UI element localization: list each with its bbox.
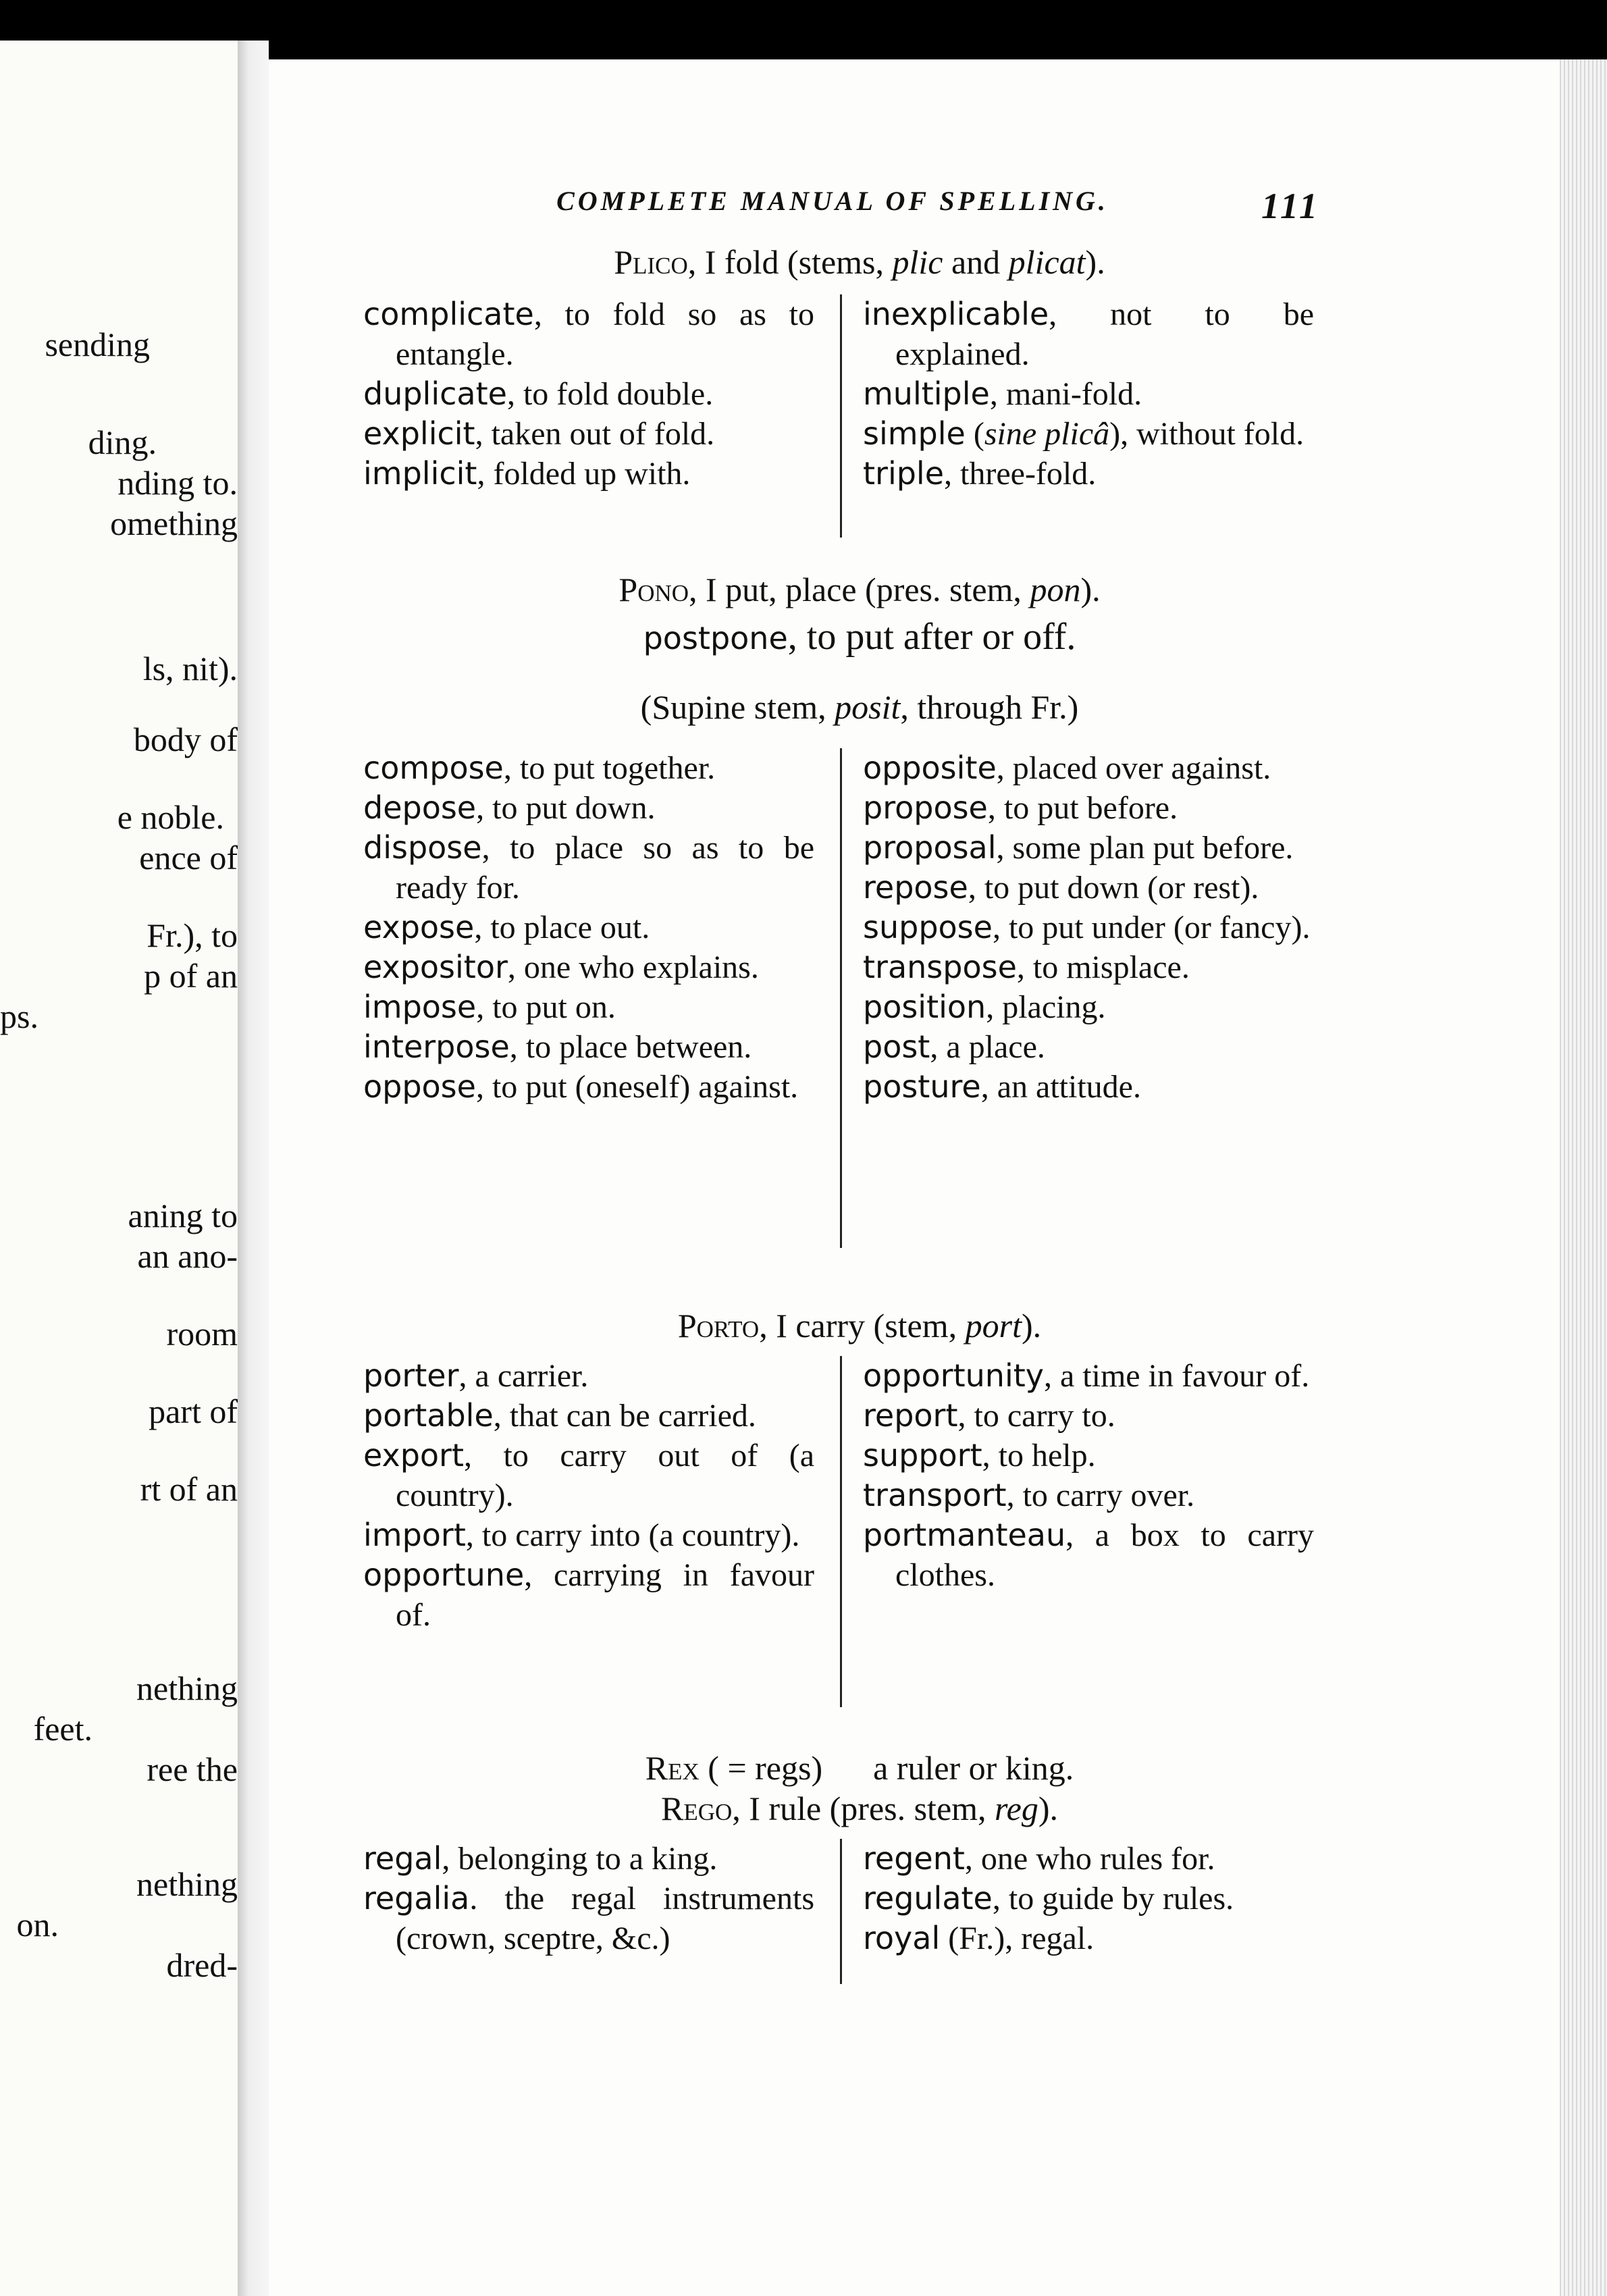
right-column xyxy=(863,1839,1314,1958)
entry-definition: , that can be carried. xyxy=(493,1398,756,1434)
entry-italic: sine plicâ xyxy=(984,416,1110,452)
fragment: omething xyxy=(110,504,238,542)
entry xyxy=(363,1067,814,1107)
entry xyxy=(363,414,814,454)
fragment: body of xyxy=(133,721,238,758)
latin-root: Rex xyxy=(645,1749,700,1787)
entry xyxy=(863,1396,1314,1436)
section-porto xyxy=(363,1305,1322,1633)
entry-word: depose xyxy=(363,789,477,826)
entry-word: post xyxy=(863,1028,930,1065)
entry-word: repose xyxy=(863,869,968,906)
section-heading xyxy=(363,1748,1322,1788)
entry xyxy=(863,1067,1314,1107)
entry-definition: , to put together. xyxy=(503,750,716,786)
entry-definition: , folded up with. xyxy=(477,456,691,492)
entry xyxy=(363,1436,814,1515)
entry-word: import xyxy=(363,1517,466,1553)
entry-definition: , to put down (or rest). xyxy=(968,870,1259,906)
right-column xyxy=(863,748,1314,1107)
entry-definition: , to carry out of (a country). xyxy=(396,1438,814,1513)
entry-word: explicit xyxy=(363,415,475,452)
sub-heading xyxy=(363,687,1322,727)
entry-definition: , to help. xyxy=(982,1438,1096,1473)
fragment: feet. xyxy=(33,1710,93,1748)
entry-word: support xyxy=(863,1437,982,1473)
entry xyxy=(863,947,1314,987)
entry-word: regent xyxy=(863,1840,965,1877)
entry xyxy=(863,454,1314,494)
entry xyxy=(863,788,1314,828)
entry xyxy=(363,1396,814,1436)
entry xyxy=(863,1436,1314,1476)
entry-word: regulate xyxy=(863,1880,993,1916)
heading-meaning: ( = regs) a ruler or king. xyxy=(699,1749,1074,1787)
entry-definition: , to place between. xyxy=(509,1029,752,1065)
entry xyxy=(863,1476,1314,1515)
entry-definition: , a box to carry clothes. xyxy=(895,1517,1314,1593)
entry xyxy=(863,414,1314,454)
entry-word: proposal xyxy=(863,829,997,866)
entry xyxy=(863,987,1314,1027)
entry-definition: , an attitude. xyxy=(980,1069,1141,1105)
heading-text: ). xyxy=(1080,571,1101,608)
entry xyxy=(363,1515,814,1555)
entry-word: opportunity xyxy=(863,1357,1044,1394)
entry-word: oppose xyxy=(363,1068,476,1105)
entry xyxy=(863,868,1314,908)
heading-meaning: , I put, place (pres. stem, xyxy=(689,571,1030,608)
left-column xyxy=(363,748,814,1107)
entry-word: dispose xyxy=(363,829,482,866)
book-gutter xyxy=(238,41,269,2296)
latin-root: Pono xyxy=(618,571,689,608)
section-plico xyxy=(363,242,1322,492)
entry-definition: , mani-fold. xyxy=(989,376,1142,412)
heading-text: ). xyxy=(1038,1790,1058,1827)
entry-word: portable xyxy=(363,1397,494,1434)
entry xyxy=(863,1839,1314,1879)
stem: reg xyxy=(995,1790,1038,1827)
heading-meaning: , I fold (stems, xyxy=(687,243,893,281)
entry xyxy=(863,1027,1314,1067)
entry-word: expositor xyxy=(363,949,508,985)
entry-definition: , one who rules for. xyxy=(964,1841,1215,1877)
fragment: ls, nit). xyxy=(142,650,238,687)
fragment: nething xyxy=(136,1669,238,1707)
entry-definition: , to guide by rules. xyxy=(992,1881,1234,1916)
entry-definition: , not to be explained. xyxy=(895,296,1314,372)
entry-word: opportune xyxy=(363,1557,525,1593)
entry-definition: , to fold double. xyxy=(506,376,714,412)
fragment: ding. xyxy=(88,423,157,461)
fragment: room xyxy=(166,1315,238,1353)
entry xyxy=(363,1555,814,1635)
entry xyxy=(863,908,1314,947)
entry xyxy=(363,454,814,494)
entry-word: simple xyxy=(863,415,966,452)
fragment: dred- xyxy=(166,1946,238,1984)
entry-definition: , a place. xyxy=(930,1029,1045,1065)
fragment: ence of xyxy=(139,839,238,877)
latin-root: Rego xyxy=(660,1790,733,1827)
entry xyxy=(863,828,1314,868)
entry-word: multiple xyxy=(863,375,990,412)
entry xyxy=(363,1879,814,1958)
stem: posit xyxy=(835,688,901,726)
entry-definition: , a carrier. xyxy=(458,1358,589,1394)
section-heading xyxy=(363,1788,1322,1829)
entry xyxy=(863,294,1314,374)
entry-definition: , a time in favour of. xyxy=(1043,1358,1310,1394)
entry-definition: , to carry into (a country). xyxy=(465,1517,800,1553)
heading-text: ). xyxy=(1021,1307,1042,1345)
column-rule xyxy=(840,1839,842,1984)
entry-word: porter xyxy=(363,1357,459,1394)
entry xyxy=(863,1879,1314,1919)
entry xyxy=(363,908,814,947)
left-column xyxy=(363,294,814,494)
entry-definition: , to place so as to be ready for. xyxy=(396,830,814,906)
entry-word: compose xyxy=(363,750,504,786)
column-rule xyxy=(840,294,842,538)
column-rule xyxy=(840,1356,842,1707)
fragment: aning to xyxy=(128,1197,238,1234)
heading-text: (Supine stem, xyxy=(640,688,835,726)
section-heading xyxy=(363,1305,1322,1346)
fragment: rt of an xyxy=(140,1470,238,1508)
right-column xyxy=(863,294,1314,494)
entry-word: position xyxy=(863,989,986,1025)
entry-definition: ), without fold. xyxy=(1109,416,1305,452)
fragment: ree the xyxy=(147,1750,238,1788)
entry-definition: , three-fold. xyxy=(944,456,1097,492)
entry xyxy=(363,987,814,1027)
entry-word: transport xyxy=(863,1477,1007,1513)
entry-word: interpose xyxy=(363,1028,510,1065)
entry-definition: , to put (oneself) against. xyxy=(475,1069,799,1105)
right-column xyxy=(863,1356,1314,1595)
page-edge xyxy=(1560,59,1607,2296)
fragment: on. xyxy=(16,1906,59,1943)
fragment: Fr.), to xyxy=(147,916,238,954)
entry-definition: , to put after or off. xyxy=(787,616,1076,658)
entry xyxy=(863,374,1314,414)
entry-word: triple xyxy=(863,455,945,492)
section-heading xyxy=(363,569,1322,610)
stem: port xyxy=(965,1307,1022,1345)
section-rex xyxy=(363,1748,1322,1956)
stem: plicat xyxy=(1008,243,1086,281)
entry xyxy=(363,1839,814,1879)
entry-word: postpone xyxy=(643,620,788,656)
entry-word: posture xyxy=(863,1068,981,1105)
entry-definition: , to put down. xyxy=(476,790,656,826)
entry-definition: , carrying in favour of. xyxy=(396,1557,814,1633)
entry-definition: , to put before. xyxy=(987,790,1178,826)
entry-definition: , placing. xyxy=(986,989,1106,1025)
facing-page-left xyxy=(0,41,238,2296)
entry xyxy=(863,1919,1314,1958)
entry-definition: . the regal instruments (crown, sceptre, &c.) xyxy=(396,1881,814,1956)
entry-definition: , to fold so as to entangle. xyxy=(396,296,814,372)
latin-root: Plico xyxy=(614,243,688,281)
entry-word: export xyxy=(363,1437,465,1473)
entry-definition: , to put under (or fancy). xyxy=(992,910,1311,945)
fragment: p of an xyxy=(144,957,238,995)
book-page xyxy=(269,59,1607,2296)
sub-entry xyxy=(363,617,1322,657)
heading-text: and xyxy=(943,243,1009,281)
entry-word: regalia xyxy=(363,1880,470,1916)
entry-word: royal xyxy=(863,1920,941,1956)
entry-word: opposite xyxy=(863,750,997,786)
stem: plic xyxy=(892,243,943,281)
heading-text: ). xyxy=(1085,243,1105,281)
entry-word: propose xyxy=(863,789,988,826)
entry xyxy=(363,294,814,374)
entry-definition: , to carry to. xyxy=(957,1398,1115,1434)
entry-definition: , to place out. xyxy=(474,910,650,945)
entry xyxy=(363,947,814,987)
fragment: an ano- xyxy=(137,1237,238,1275)
entry xyxy=(863,1515,1314,1595)
entry-word: suppose xyxy=(863,909,993,945)
entry-definition: , some plan put before. xyxy=(996,830,1294,866)
entry-word: implicit xyxy=(363,455,477,492)
fragment: sending xyxy=(45,325,150,363)
latin-root: Porto xyxy=(677,1307,760,1345)
left-column xyxy=(363,1356,814,1635)
entry-word: regal xyxy=(363,1840,442,1877)
entry-definition: , to carry over. xyxy=(1006,1478,1195,1513)
entry-definition: , belonging to a king. xyxy=(442,1841,718,1877)
entry xyxy=(863,1356,1314,1396)
entry-word: portmanteau xyxy=(863,1517,1066,1553)
entry-definition: , one who explains. xyxy=(507,949,759,985)
entry-word: expose xyxy=(363,909,475,945)
entry xyxy=(363,748,814,788)
heading-meaning: , I rule (pres. stem, xyxy=(732,1790,995,1827)
entry-definition: , to misplace. xyxy=(1016,949,1190,985)
entry xyxy=(363,1027,814,1067)
heading-text: , through Fr.) xyxy=(900,688,1079,726)
entry-definition: ( xyxy=(965,416,984,452)
section-heading xyxy=(363,242,1322,282)
column-rule xyxy=(840,748,842,1248)
fragment: part of xyxy=(149,1392,238,1430)
entry-definition: , taken out of fold. xyxy=(475,416,715,452)
entry xyxy=(863,748,1314,788)
page-number: 111 xyxy=(1261,186,1321,226)
entry-word: inexplicable xyxy=(863,296,1049,332)
entry xyxy=(363,828,814,908)
entry-word: impose xyxy=(363,989,477,1025)
entry-word: transpose xyxy=(863,949,1017,985)
running-title: COMPLETE MANUAL OF SPELLING. xyxy=(556,186,1109,216)
entry-word: report xyxy=(863,1397,958,1434)
entry-word: complicate xyxy=(363,296,534,332)
left-column xyxy=(363,1839,814,1958)
stem: pon xyxy=(1030,571,1081,608)
fragment: ps. xyxy=(0,997,38,1035)
entry xyxy=(363,374,814,414)
fragment: nething xyxy=(136,1865,238,1903)
entry-definition: , placed over against. xyxy=(996,750,1271,786)
heading-meaning: , I carry (stem, xyxy=(759,1307,966,1345)
fragment: e noble. xyxy=(117,798,224,836)
entry-word: duplicate xyxy=(363,375,507,412)
section-pono xyxy=(363,569,1322,1105)
entry xyxy=(363,1356,814,1396)
fragment: nding to. xyxy=(117,464,238,502)
entry-definition: , to put on. xyxy=(476,989,616,1025)
entry-definition: (Fr.), regal. xyxy=(940,1921,1095,1956)
entry xyxy=(363,788,814,828)
